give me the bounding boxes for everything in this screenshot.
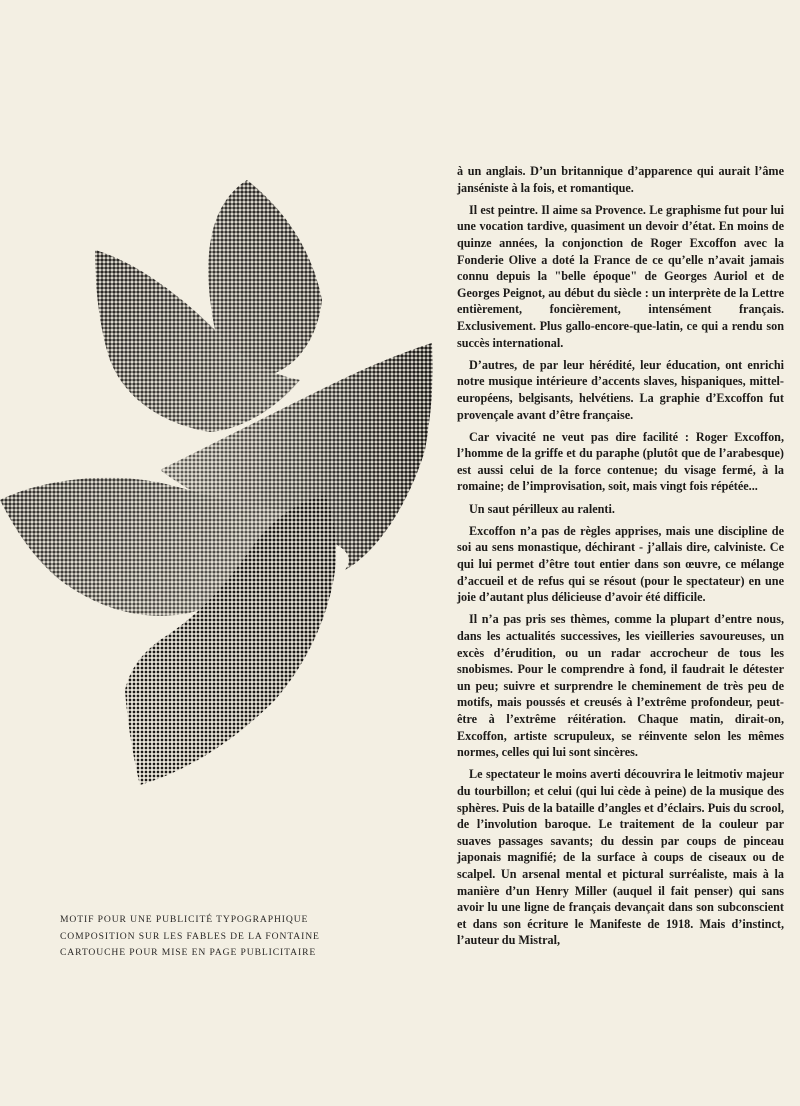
article-paragraph: Un saut périlleux au ralenti. — [469, 501, 615, 516]
article-paragraph: Il n’a pas pris ses thèmes, comme la plupart d’entre nous, dans les actualités successives, les vieilleries savoureuses, un excès d’érudition, ou un radar accrocheur de tous les snobismes. Pour le comprendre à fond, il faudrait le détester un peu; suivre et surprendre le cheminement de très peu de motifs, mais poussés et creusés à l’extrême profondeur, peut-être à l’extrême réitération. Chaque matin, dirait-on, Excoffon, artiste scrupuleux, se réinvente selon les mêmes normes, celles qui lui sont sincères. — [457, 612, 784, 760]
article-paragraph: Il est peintre. Il aime sa Provence. Le graphisme fut pour lui une vocation tardive, quasiment un devoir d’état. En moins de quinze années, la conjonction de Roger Excoffon avec la Fonderie Olive a doté la France de ce qu’elle n’avait jamais connu depuis la "belle époque" de Georges Auriol et de Georges Peignot, au début du siècle : un interprète de la Lettre entièrement, foncièrement, intensément français. Exclusivement. Plus gallo-encore-que-latin, ce qui a rendu son succès international. — [457, 202, 784, 350]
halftone-artwork — [0, 170, 440, 790]
article-paragraph: Car vivacité ne veut pas dire facilité : Roger Excoffon, l’homme de la griffe et du paraphe (plutôt que de l’arabesque) est aussi celui de la force contenue; du visage fermé, à la romaine; de l’improvisation, soit, mais vingt fois répétée... — [457, 429, 784, 494]
figure-caption — [60, 912, 320, 962]
caption-line: MOTIF POUR UNE PUBLICITÉ TYPOGRAPHIQUE — [60, 914, 309, 925]
caption-line: CARTOUCHE POUR MISE EN PAGE PUBLICITAIRE — [60, 947, 317, 958]
caption-line: COMPOSITION SUR LES FABLES DE LA FONTAINE — [60, 930, 320, 942]
article-paragraph: Excoffon n’a pas de règles apprises, mais une discipline de soi au sens monastique, déchirant - j’allais dire, calviniste. Ce qui lui permet d’être tout entier dans son œuvre, ce mélange d’accueil et de refus qui se résout (pour le spectateur) en une joie d’autant plus délicieuse d’avoir été difficile. — [457, 523, 784, 605]
article-paragraph: Le spectateur le moins averti découvrira le leitmotiv majeur du tourbillon; et celui (qui lui cède à peine) de la musique des sphères. Puis de la bataille d’angles et d’éclairs. Puis du scrool, de l’involution baroque. Le traitement de la couleur par suaves passages savants; du dessin par coups de pinceau japonais magnifié; de la surface à coups de ciseaux ou de scalpel. Un arsenal mental et pictural surréaliste, mais à la manière d’un Henry Miller (auquel il fait penser) qui sans avoir lu une ligne de français devançait dans son subconscient et dans son écriture le Manifeste de 1918. Mais d’instinct, l’auteur du Mistral, — [457, 767, 784, 948]
article-column — [457, 163, 784, 954]
article-paragraph: à un anglais. D’un britannique d’apparence qui aurait l’âme janséniste à la fois, et romantique. — [457, 164, 784, 195]
article-paragraph: D’autres, de par leur hérédité, leur éducation, ont enrichi notre musique intérieure d’accents slaves, hispaniques, mittel-européens, belgisants, helvétiens. La graphie d’Excoffon fut provençale avant d’être française. — [457, 357, 784, 422]
